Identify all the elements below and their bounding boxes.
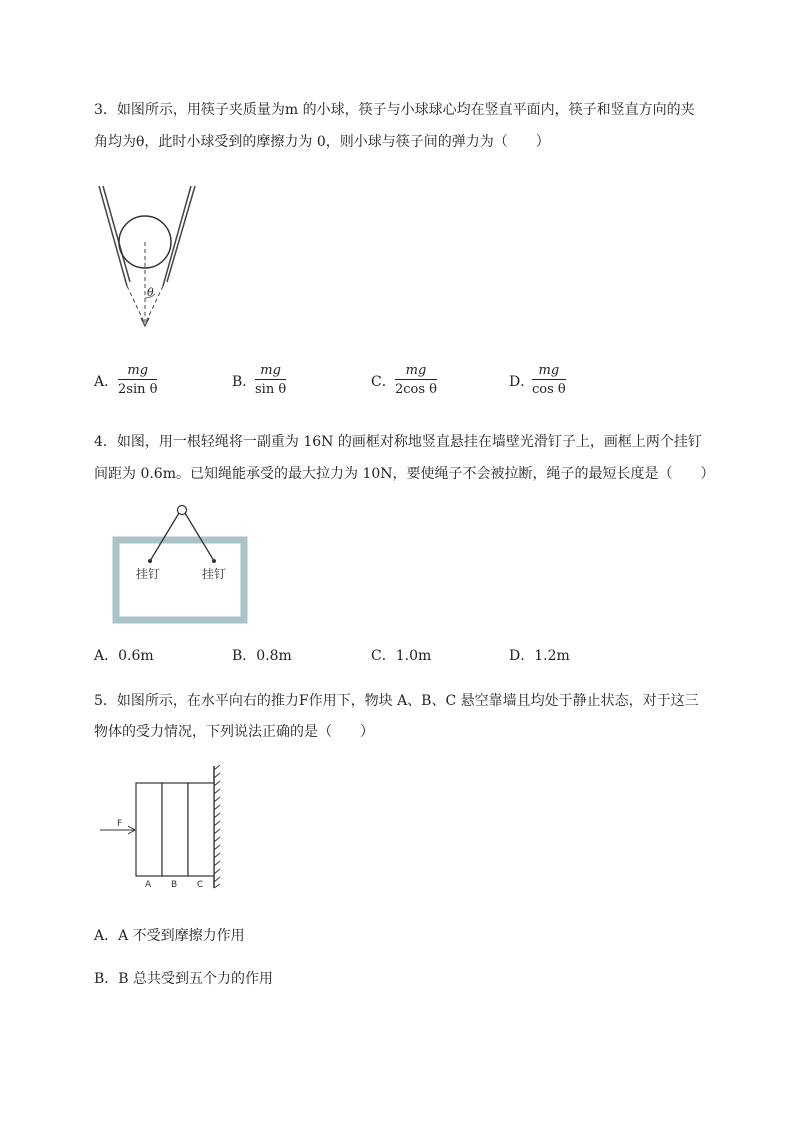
- nail-label-left: 挂钉: [136, 567, 161, 581]
- q3-option-d-letter[interactable]: D．: [509, 374, 535, 390]
- q3-text-line1: 3．如图所示，用筷子夹质量为m 的小球，筷子与小球球心均在竖直平面内，筷子和竖直方向的夹: [94, 102, 695, 118]
- q4-option-d[interactable]: D．1.2m: [509, 648, 570, 664]
- q4-text-line2: 间距为 0.6m。已知绳能承受的最大拉力为 10N，要使绳子不会被拉断，绳子的最短长度是（ ）: [94, 466, 715, 482]
- q4-option-c[interactable]: C．1.0m: [371, 648, 432, 664]
- q3-option-a-den: 2sin θ: [118, 382, 158, 397]
- q4-option-b[interactable]: B．0.8m: [232, 648, 292, 664]
- q3-option-a-fraction[interactable]: [118, 363, 157, 397]
- theta-label: θ: [147, 286, 154, 299]
- q3-option-c-fraction[interactable]: [395, 363, 437, 397]
- force-label: F: [117, 819, 123, 829]
- q3-option-b-num: mg: [255, 363, 286, 380]
- q3-option-b-fraction[interactable]: [255, 363, 286, 397]
- block-label-a: A: [145, 880, 152, 890]
- q3-chopsticks-figure: [95, 182, 205, 332]
- q5-option-a[interactable]: A．A 不受到摩擦力作用: [94, 928, 245, 944]
- q3-option-d-num: mg: [532, 363, 566, 380]
- q3-option-b-letter[interactable]: B．: [232, 374, 257, 390]
- q4-text-line1: 4．如图，用一根轻绳将一副重为 16N 的画框对称地竖直悬挂在墙壁光滑钉子上，画框上两个挂钉: [94, 434, 702, 450]
- q3-text-line2: 角均为θ，此时小球受到的摩擦力为 0，则小球与筷子间的弹力为（ ）: [94, 134, 550, 150]
- q3-option-d-den: cos θ: [532, 382, 566, 397]
- q5-text-line1: 5．如图所示，在水平向右的推力F作用下，物块 A、B、C 悬空靠墙且均处于静止状态，对于这三: [94, 693, 699, 709]
- q5-text-line2: 物体的受力情况，下列说法正确的是（ ）: [94, 724, 374, 740]
- q5-option-b[interactable]: B．B 总共受到五个力的作用: [94, 971, 274, 987]
- block-label-b: B: [171, 880, 178, 890]
- q3-option-b-den: sin θ: [255, 382, 287, 397]
- q4-picture-frame-figure: [112, 502, 252, 624]
- q4-option-a[interactable]: A．0.6m: [94, 648, 154, 664]
- nail-label-right: 挂钉: [202, 567, 227, 581]
- q3-option-a-num: mg: [118, 363, 157, 380]
- q5-blocks-figure: [96, 764, 226, 892]
- block-label-c: C: [197, 880, 204, 890]
- q3-option-a-letter[interactable]: A．: [94, 374, 119, 390]
- q3-option-d-fraction[interactable]: [532, 363, 566, 397]
- q3-option-c-num: mg: [395, 363, 437, 380]
- q3-option-c-den: 2cos θ: [395, 382, 438, 397]
- q3-option-c-letter[interactable]: C．: [371, 374, 396, 390]
